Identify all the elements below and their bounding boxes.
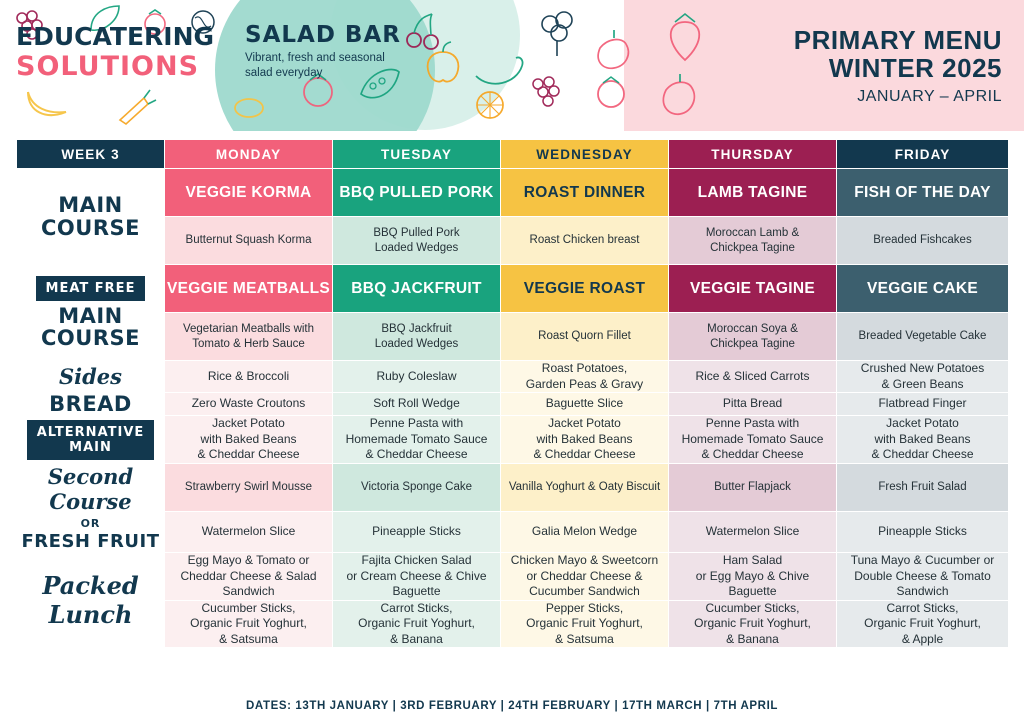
- row-label-badge: MEAT FREE: [36, 276, 146, 301]
- table-row: [17, 393, 1009, 416]
- menu-cell: Roast Potatoes, Garden Peas & Gravy: [501, 361, 669, 393]
- row-label-badge: ALTERNATIVE MAIN: [27, 420, 155, 460]
- menu-cell: Vanilla Yoghurt & Oaty Biscuit: [501, 464, 669, 512]
- table-row: [17, 464, 1009, 512]
- table-row: [17, 512, 1009, 553]
- menu-cell: Rice & Broccoli: [165, 361, 333, 393]
- column-header-wednesday: WEDNESDAY: [501, 140, 669, 169]
- menu-cell: Strawberry Swirl Mousse: [165, 464, 333, 512]
- row-label-main-course: [17, 169, 165, 265]
- carrot-icon: [110, 86, 160, 126]
- strawberry-icon: [655, 8, 715, 68]
- menu-cell: Cucumber Sticks, Organic Fruit Yoghurt, & Satsuma: [165, 600, 333, 648]
- brand-logo-line2: SOLUTIONS: [16, 51, 200, 82]
- menu-cell: Chicken Mayo & Sweetcorn or Cheddar Cheese & Cucumber Sandwich: [501, 552, 669, 600]
- menu-cell: VEGGIE ROAST: [501, 265, 669, 313]
- menu-cell: Jacket Potato with Baked Beans & Cheddar Cheese: [165, 416, 333, 464]
- menu-cell: Pepper Sticks, Organic Fruit Yoghurt, & Satsuma: [501, 600, 669, 648]
- row-label-or: OR: [80, 517, 101, 531]
- table-row: [17, 361, 1009, 393]
- row-label-text: BREAD: [49, 392, 132, 417]
- menu-cell: Pineapple Sticks: [333, 512, 501, 553]
- bell-pepper-icon: [652, 66, 708, 122]
- menu-cell: Egg Mayo & Tomato or Cheddar Cheese & Salad Sandwich: [165, 552, 333, 600]
- lemon-icon: [225, 90, 275, 126]
- menu-cell: Soft Roll Wedge: [333, 393, 501, 416]
- menu-title-line1: PRIMARY MENU: [793, 25, 1002, 55]
- menu-cell: Watermelon Slice: [165, 512, 333, 553]
- menu-cell: Carrot Sticks, Organic Fruit Yoghurt, & Apple: [837, 600, 1009, 648]
- table-header-row: [17, 140, 1009, 169]
- menu-cell: Penne Pasta with Homemade Tomato Sauce & Cheddar Cheese: [669, 416, 837, 464]
- column-header-monday: MONDAY: [165, 140, 333, 169]
- menu-cell: Roast Chicken breast: [501, 217, 669, 265]
- menu-cell: Pineapple Sticks: [837, 512, 1009, 553]
- menu-cell: Zero Waste Croutons: [165, 393, 333, 416]
- salad-bar-title: SALAD BAR: [245, 22, 401, 48]
- menu-cell: Roast Quorn Fillet: [501, 313, 669, 361]
- menu-title-block: [794, 26, 1002, 106]
- menu-cell: Breaded Vegetable Cake: [837, 313, 1009, 361]
- column-header-week: WEEK 3: [17, 140, 165, 169]
- row-label-text: Packed Lunch: [42, 571, 139, 630]
- apple-icon: [418, 40, 468, 86]
- table-row: [17, 600, 1009, 648]
- table-row: [17, 416, 1009, 464]
- row-label-text: Sides: [58, 364, 122, 390]
- footer-dates: DATES: 13TH JANUARY | 3RD FEBRUARY | 24TH FEBRUARY | 17TH MARCH | 7TH APRIL: [246, 700, 778, 712]
- menu-cell: BBQ Pulled Pork Loaded Wedges: [333, 217, 501, 265]
- broccoli-icon: [530, 4, 590, 64]
- column-header-tuesday: TUESDAY: [333, 140, 501, 169]
- menu-cell: Jacket Potato with Baked Beans & Cheddar Cheese: [837, 416, 1009, 464]
- grapes-2-icon: [520, 64, 576, 120]
- menu-table: [16, 139, 1009, 648]
- menu-cell: Fresh Fruit Salad: [837, 464, 1009, 512]
- menu-cell: Ham Salad or Egg Mayo & Chive Baguette: [669, 552, 837, 600]
- row-label-text: MAIN COURSE: [41, 193, 140, 240]
- menu-cell: Galia Melon Wedge: [501, 512, 669, 553]
- menu-subtitle: JANUARY – APRIL: [857, 88, 1002, 106]
- menu-cell: Cucumber Sticks, Organic Fruit Yoghurt, & Banana: [669, 600, 837, 648]
- page-header: [0, 0, 1024, 131]
- menu-cell: Carrot Sticks, Organic Fruit Yoghurt, & Banana: [333, 600, 501, 648]
- menu-cell: Crushed New Potatoes & Green Beans: [837, 361, 1009, 393]
- menu-cell: Rice & Sliced Carrots: [669, 361, 837, 393]
- table-row: [17, 313, 1009, 361]
- orange-slice-icon: [466, 84, 516, 126]
- menu-cell: Breaded Fishcakes: [837, 217, 1009, 265]
- menu-cell: BBQ PULLED PORK: [333, 169, 501, 217]
- menu-cell: VEGGIE TAGINE: [669, 265, 837, 313]
- menu-cell: VEGGIE KORMA: [165, 169, 333, 217]
- table-row: [17, 552, 1009, 600]
- column-header-friday: FRIDAY: [837, 140, 1009, 169]
- salad-bar-description: Vibrant, fresh and seasonal salad everyday: [245, 52, 385, 80]
- row-label-meat-free-main-course: [17, 265, 165, 361]
- row-label-sides: [17, 361, 165, 393]
- table-row: [17, 217, 1009, 265]
- row-label-second-course: [17, 464, 165, 553]
- menu-cell: Butternut Squash Korma: [165, 217, 333, 265]
- table-row: [17, 169, 1009, 217]
- menu-cell: Jacket Potato with Baked Beans & Cheddar Cheese: [501, 416, 669, 464]
- brand-logo-line1: EDUCATERING: [16, 22, 215, 51]
- salad-bar-callout: [245, 22, 415, 81]
- menu-cell: ROAST DINNER: [501, 169, 669, 217]
- row-label-text: Second Course: [47, 464, 134, 515]
- tomato-3-icon: [585, 66, 641, 122]
- menu-cell: Victoria Sponge Cake: [333, 464, 501, 512]
- menu-cell: VEGGIE MEATBALLS: [165, 265, 333, 313]
- menu-cell: Flatbread Finger: [837, 393, 1009, 416]
- menu-cell: VEGGIE CAKE: [837, 265, 1009, 313]
- menu-cell: Moroccan Lamb & Chickpea Tagine: [669, 217, 837, 265]
- table-row: [17, 265, 1009, 313]
- menu-cell: Moroccan Soya & Chickpea Tagine: [669, 313, 837, 361]
- menu-title-line2: WINTER 2025: [828, 53, 1002, 84]
- brand-logo: [16, 24, 226, 82]
- menu-cell: Baguette Slice: [501, 393, 669, 416]
- menu-cell: BBQ Jackfruit Loaded Wedges: [333, 313, 501, 361]
- menu-cell: Penne Pasta with Homemade Tomato Sauce & Cheddar Cheese: [333, 416, 501, 464]
- row-label-fresh-fruit: FRESH FRUIT: [21, 531, 160, 553]
- row-label-text: MAIN COURSE: [41, 303, 140, 350]
- menu-cell: Ruby Coleslaw: [333, 361, 501, 393]
- row-label-bread: [17, 393, 165, 416]
- menu-cell: Pitta Bread: [669, 393, 837, 416]
- banana-icon: [20, 82, 80, 124]
- menu-table-wrap: [16, 139, 1008, 648]
- menu-cell: FISH OF THE DAY: [837, 169, 1009, 217]
- row-label-packed-lunch: [17, 552, 165, 648]
- menu-cell: Vegetarian Meatballs with Tomato & Herb Sauce: [165, 313, 333, 361]
- menu-cell: Watermelon Slice: [669, 512, 837, 553]
- row-label-alternative-main: [17, 416, 165, 464]
- menu-cell: Fajita Chicken Salad or Cream Cheese & Chive Baguette: [333, 552, 501, 600]
- column-header-thursday: THURSDAY: [669, 140, 837, 169]
- menu-cell: LAMB TAGINE: [669, 169, 837, 217]
- menu-cell: BBQ JACKFRUIT: [333, 265, 501, 313]
- menu-cell: Tuna Mayo & Cucumber or Double Cheese & Tomato Sandwich: [837, 552, 1009, 600]
- menu-cell: Butter Flapjack: [669, 464, 837, 512]
